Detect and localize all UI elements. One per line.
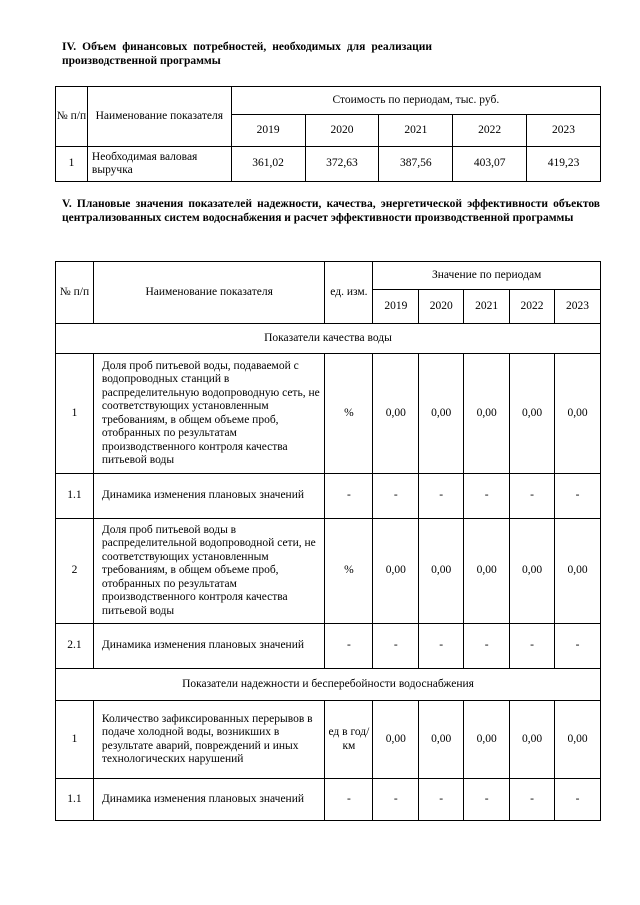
row-name: Доля проб питьевой воды в распределительной водопроводной сети, не соответствующих установленным требованиям, в общем объеме проб, отобранных по результатам производственного контроля качества питьевой воды bbox=[93, 519, 325, 624]
row-value: 0,00 bbox=[419, 354, 464, 474]
row-value: - bbox=[555, 624, 601, 669]
col-header-year: 2021 bbox=[464, 290, 510, 324]
row-value: 372,63 bbox=[305, 147, 379, 182]
table-row bbox=[56, 474, 601, 519]
row-value: - bbox=[510, 779, 555, 821]
row-unit: - bbox=[325, 624, 373, 669]
section-title: Показатели надежности и бесперебойности водоснабжения bbox=[56, 669, 601, 701]
row-name: Динамика изменения плановых значений bbox=[93, 474, 325, 519]
section-title: Показатели качества воды bbox=[56, 324, 601, 354]
row-value: 0,00 bbox=[555, 354, 601, 474]
row-value: 0,00 bbox=[464, 701, 510, 779]
row-value: - bbox=[510, 624, 555, 669]
col-header-num: № п/п bbox=[56, 87, 88, 147]
col-header-unit: ед. изм. bbox=[325, 262, 373, 324]
row-num: 1.1 bbox=[56, 474, 94, 519]
row-value: 0,00 bbox=[464, 354, 510, 474]
col-header-year: 2021 bbox=[379, 115, 453, 147]
row-value: 387,56 bbox=[379, 147, 453, 182]
table-row bbox=[56, 354, 601, 474]
section-4-heading: IV. Объем финансовых потребностей, необходимых для реализации производственной программы bbox=[62, 41, 432, 67]
col-header-year: 2020 bbox=[419, 290, 464, 324]
row-value: 0,00 bbox=[555, 519, 601, 624]
row-value: 0,00 bbox=[464, 519, 510, 624]
row-value: - bbox=[555, 474, 601, 519]
row-value: 419,23 bbox=[527, 147, 601, 182]
row-value: - bbox=[419, 474, 464, 519]
row-unit: ед в год/ км bbox=[325, 701, 373, 779]
row-value: - bbox=[419, 624, 464, 669]
row-name: Динамика изменения плановых значений bbox=[93, 779, 325, 821]
row-num: 2.1 bbox=[56, 624, 94, 669]
row-name: Количество зафиксированных перерывов в подаче холодной воды, возникших в результате аварий, повреждений и иных технологических нарушений bbox=[93, 701, 325, 779]
section-row bbox=[56, 669, 601, 701]
row-name: Динамика изменения плановых значений bbox=[93, 624, 325, 669]
col-header-name: Наименование показателя bbox=[93, 262, 325, 324]
row-value: 0,00 bbox=[510, 701, 555, 779]
row-value: 0,00 bbox=[373, 701, 419, 779]
row-value: 403,07 bbox=[453, 147, 527, 182]
row-num: 1 bbox=[56, 147, 88, 182]
row-name: Необходимая валовая выручка bbox=[87, 147, 231, 182]
row-unit: % bbox=[325, 519, 373, 624]
col-header-year: 2019 bbox=[373, 290, 419, 324]
row-value: - bbox=[464, 474, 510, 519]
table-row bbox=[56, 147, 601, 182]
financial-needs-table bbox=[55, 86, 601, 182]
row-unit: - bbox=[325, 779, 373, 821]
row-unit: - bbox=[325, 474, 373, 519]
col-header-year: 2022 bbox=[453, 115, 527, 147]
col-header-year: 2020 bbox=[305, 115, 379, 147]
col-header-year: 2019 bbox=[231, 115, 305, 147]
row-value: - bbox=[373, 779, 419, 821]
row-value: - bbox=[510, 474, 555, 519]
table-row bbox=[56, 519, 601, 624]
col-header-num: № п/п bbox=[56, 262, 94, 324]
table-row bbox=[56, 701, 601, 779]
row-value: 0,00 bbox=[555, 701, 601, 779]
row-value: 0,00 bbox=[373, 354, 419, 474]
row-value: 0,00 bbox=[510, 354, 555, 474]
indicators-table bbox=[55, 261, 601, 821]
row-value: - bbox=[464, 779, 510, 821]
row-value: 0,00 bbox=[510, 519, 555, 624]
col-header-name: Наименование показателя bbox=[87, 87, 231, 147]
row-num: 1.1 bbox=[56, 779, 94, 821]
row-num: 2 bbox=[56, 519, 94, 624]
col-header-year: 2023 bbox=[555, 290, 601, 324]
table-row bbox=[56, 624, 601, 669]
col-header-year: 2023 bbox=[527, 115, 601, 147]
row-value: - bbox=[373, 474, 419, 519]
row-num: 1 bbox=[56, 354, 94, 474]
col-header-year: 2022 bbox=[510, 290, 555, 324]
row-value: - bbox=[373, 624, 419, 669]
row-value: 0,00 bbox=[373, 519, 419, 624]
col-header-period-cost: Стоимость по периодам, тыс. руб. bbox=[231, 87, 600, 115]
row-value: 0,00 bbox=[419, 519, 464, 624]
row-value: - bbox=[555, 779, 601, 821]
row-name: Доля проб питьевой воды, подаваемой с водопроводных станций в распределительную водопроводную сеть, не соответствующих установленным требованиям, в общем объеме проб, отобранных по результатам производственного контроля качества питьевой воды bbox=[93, 354, 325, 474]
section-row bbox=[56, 324, 601, 354]
row-value: 361,02 bbox=[231, 147, 305, 182]
table-row bbox=[56, 779, 601, 821]
row-num: 1 bbox=[56, 701, 94, 779]
row-unit: % bbox=[325, 354, 373, 474]
col-header-period-values: Значение по периодам bbox=[373, 262, 601, 290]
section-5-heading: V. Плановые значения показателей надежности, качества, энергетической эффективности объектов централизованных систем водоснабжения и расчет эффективности производственной программы bbox=[62, 198, 600, 224]
row-value: - bbox=[464, 624, 510, 669]
row-value: - bbox=[419, 779, 464, 821]
row-value: 0,00 bbox=[419, 701, 464, 779]
